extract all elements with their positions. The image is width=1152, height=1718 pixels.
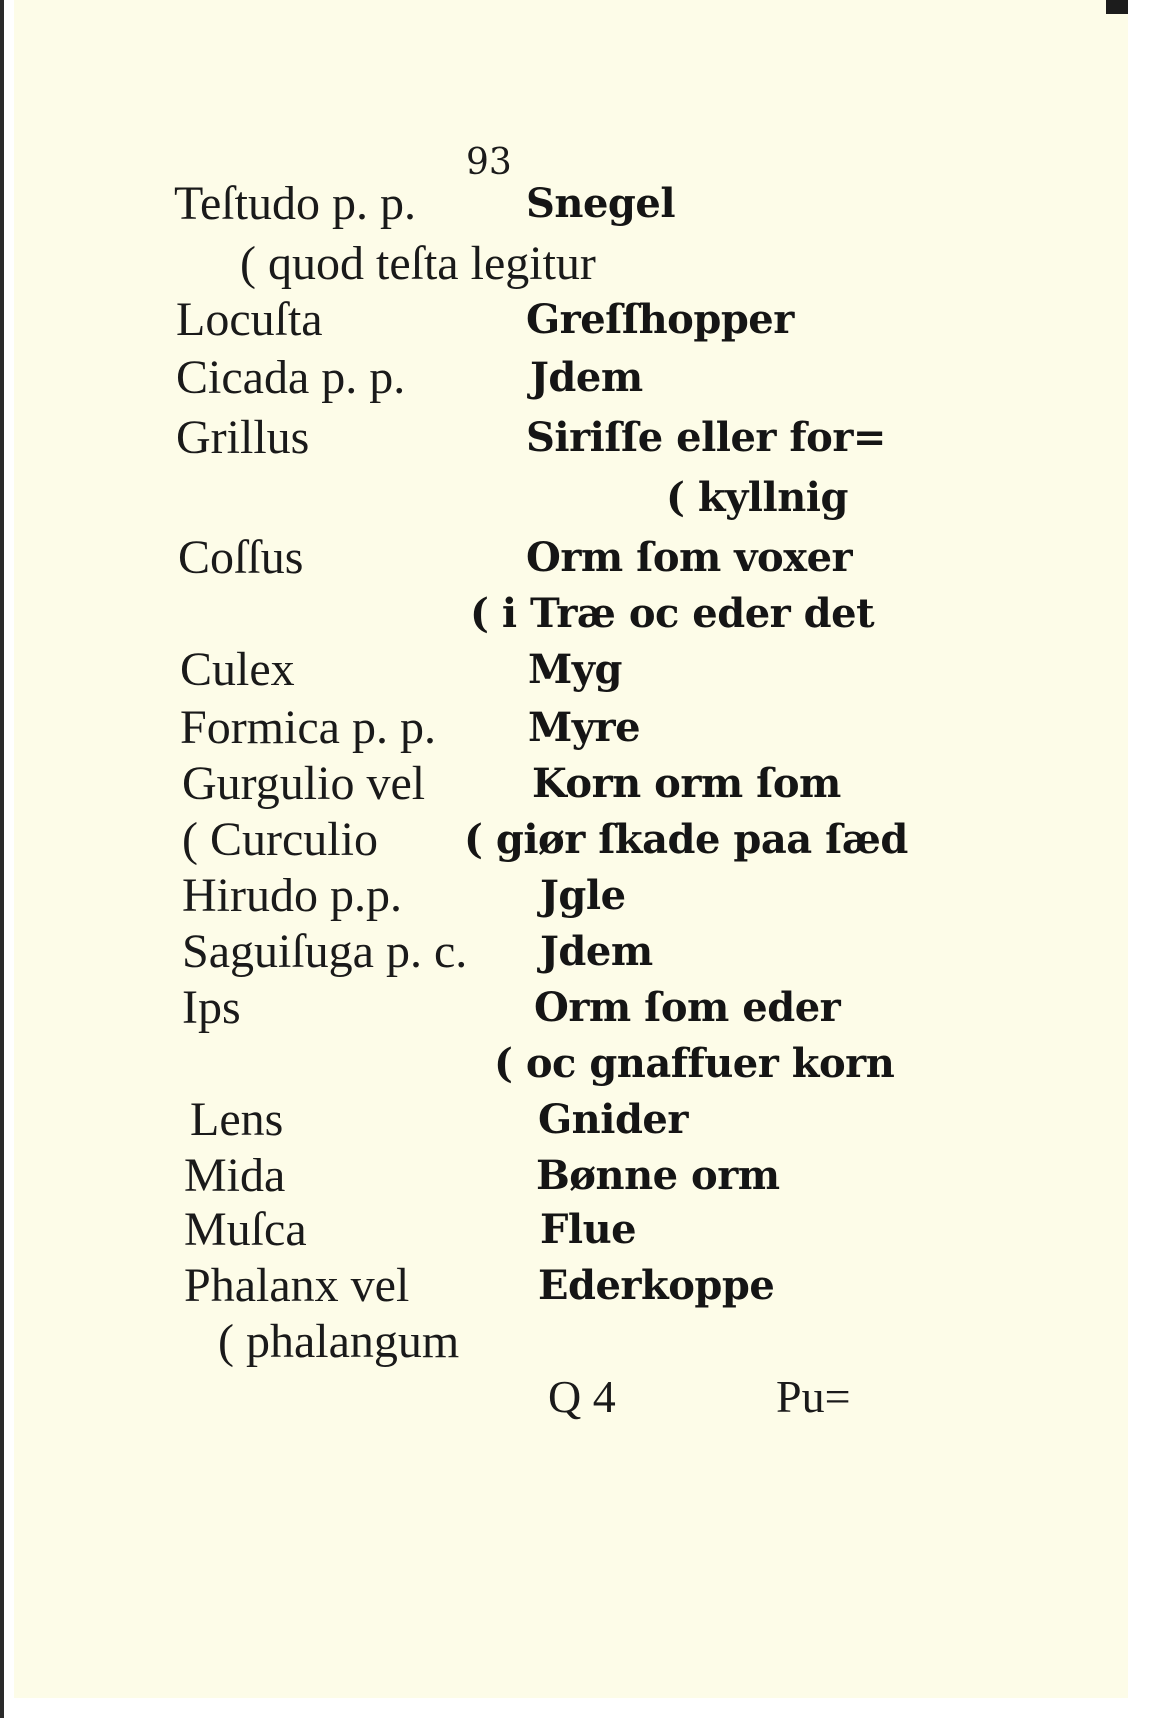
- latin-term: Coſſus: [178, 531, 304, 584]
- entry-row: [14, 1314, 1128, 1370]
- latin-term: Mida: [184, 1149, 286, 1202]
- danish-term: Ederkoppe: [538, 1262, 775, 1309]
- entry-row: [14, 700, 1128, 756]
- danish-term: ( kyllnig: [666, 474, 848, 521]
- page-number: 93: [466, 142, 512, 183]
- entry-row: [14, 756, 1128, 812]
- latin-term: ( phalangum: [218, 1315, 460, 1368]
- entry-row: [14, 642, 1128, 698]
- entry-row: [14, 812, 1128, 868]
- danish-term: Jdem: [540, 928, 653, 975]
- latin-term: Culex: [180, 643, 295, 696]
- danish-term: Orm ſom eder: [534, 984, 841, 1031]
- latin-term: Gurgulio vel: [182, 757, 426, 810]
- entry-row: [14, 470, 1128, 526]
- danish-term: Greſſhopper: [526, 296, 794, 343]
- entry-row: [14, 236, 1128, 292]
- danish-term: Snegel: [526, 180, 676, 227]
- entry-row: [14, 980, 1128, 1036]
- danish-term: Bønne orm: [536, 1152, 780, 1199]
- latin-term: Formica p. p.: [180, 701, 436, 754]
- latin-term: Locuſta: [176, 293, 323, 346]
- danish-term: Flue: [540, 1206, 637, 1253]
- entry-row: [14, 924, 1128, 980]
- entry-row: [14, 1202, 1128, 1258]
- entry-row: [14, 1148, 1128, 1204]
- danish-term: ( giør ſkade paa ſæd: [464, 816, 908, 863]
- entry-row: [14, 586, 1128, 642]
- danish-term: Jgle: [540, 872, 626, 919]
- entry-row: [14, 410, 1128, 466]
- signature-mark: Q 4: [548, 1371, 616, 1422]
- latin-term: Phalanx vel: [184, 1259, 410, 1312]
- danish-term: Jdem: [530, 354, 643, 401]
- danish-term: Myg: [528, 646, 622, 693]
- danish-term: Korn orm ſom: [532, 760, 841, 807]
- scan-corner-mark: [1106, 0, 1128, 14]
- danish-term: Gnider: [538, 1096, 688, 1143]
- entry-row: [14, 1036, 1128, 1092]
- catchword: Pu=: [776, 1371, 851, 1422]
- danish-term: Myre: [528, 704, 641, 751]
- latin-term: ( quod teſta legitur: [240, 237, 596, 290]
- latin-term: Saguiſuga p. c.: [182, 925, 468, 978]
- entry-row: [14, 868, 1128, 924]
- danish-term: Siriſſe eller for=: [526, 414, 886, 461]
- latin-term: Cicada p. p.: [176, 351, 406, 404]
- entry-row: [14, 530, 1128, 586]
- entry-row: [14, 1092, 1128, 1148]
- latin-term: Ips: [182, 981, 241, 1034]
- entry-row: [14, 292, 1128, 348]
- entry-row: [14, 176, 1128, 232]
- danish-term: ( i Træ oc eder det: [470, 590, 875, 637]
- book-page: [14, 0, 1128, 1698]
- latin-term: Teſtudo p. p.: [174, 177, 416, 230]
- latin-term: ( Curculio: [182, 813, 378, 866]
- latin-term: Hirudo p.p.: [182, 869, 402, 922]
- entry-row: [14, 1258, 1128, 1314]
- danish-term: Orm ſom voxer: [526, 534, 853, 581]
- latin-term: Muſca: [184, 1203, 307, 1256]
- page-edge-bar: [0, 0, 4, 1718]
- latin-term: Lens: [190, 1093, 284, 1146]
- danish-term: ( oc gnaffuer korn: [494, 1040, 895, 1087]
- entry-row: [14, 350, 1128, 406]
- latin-term: Grillus: [176, 411, 310, 464]
